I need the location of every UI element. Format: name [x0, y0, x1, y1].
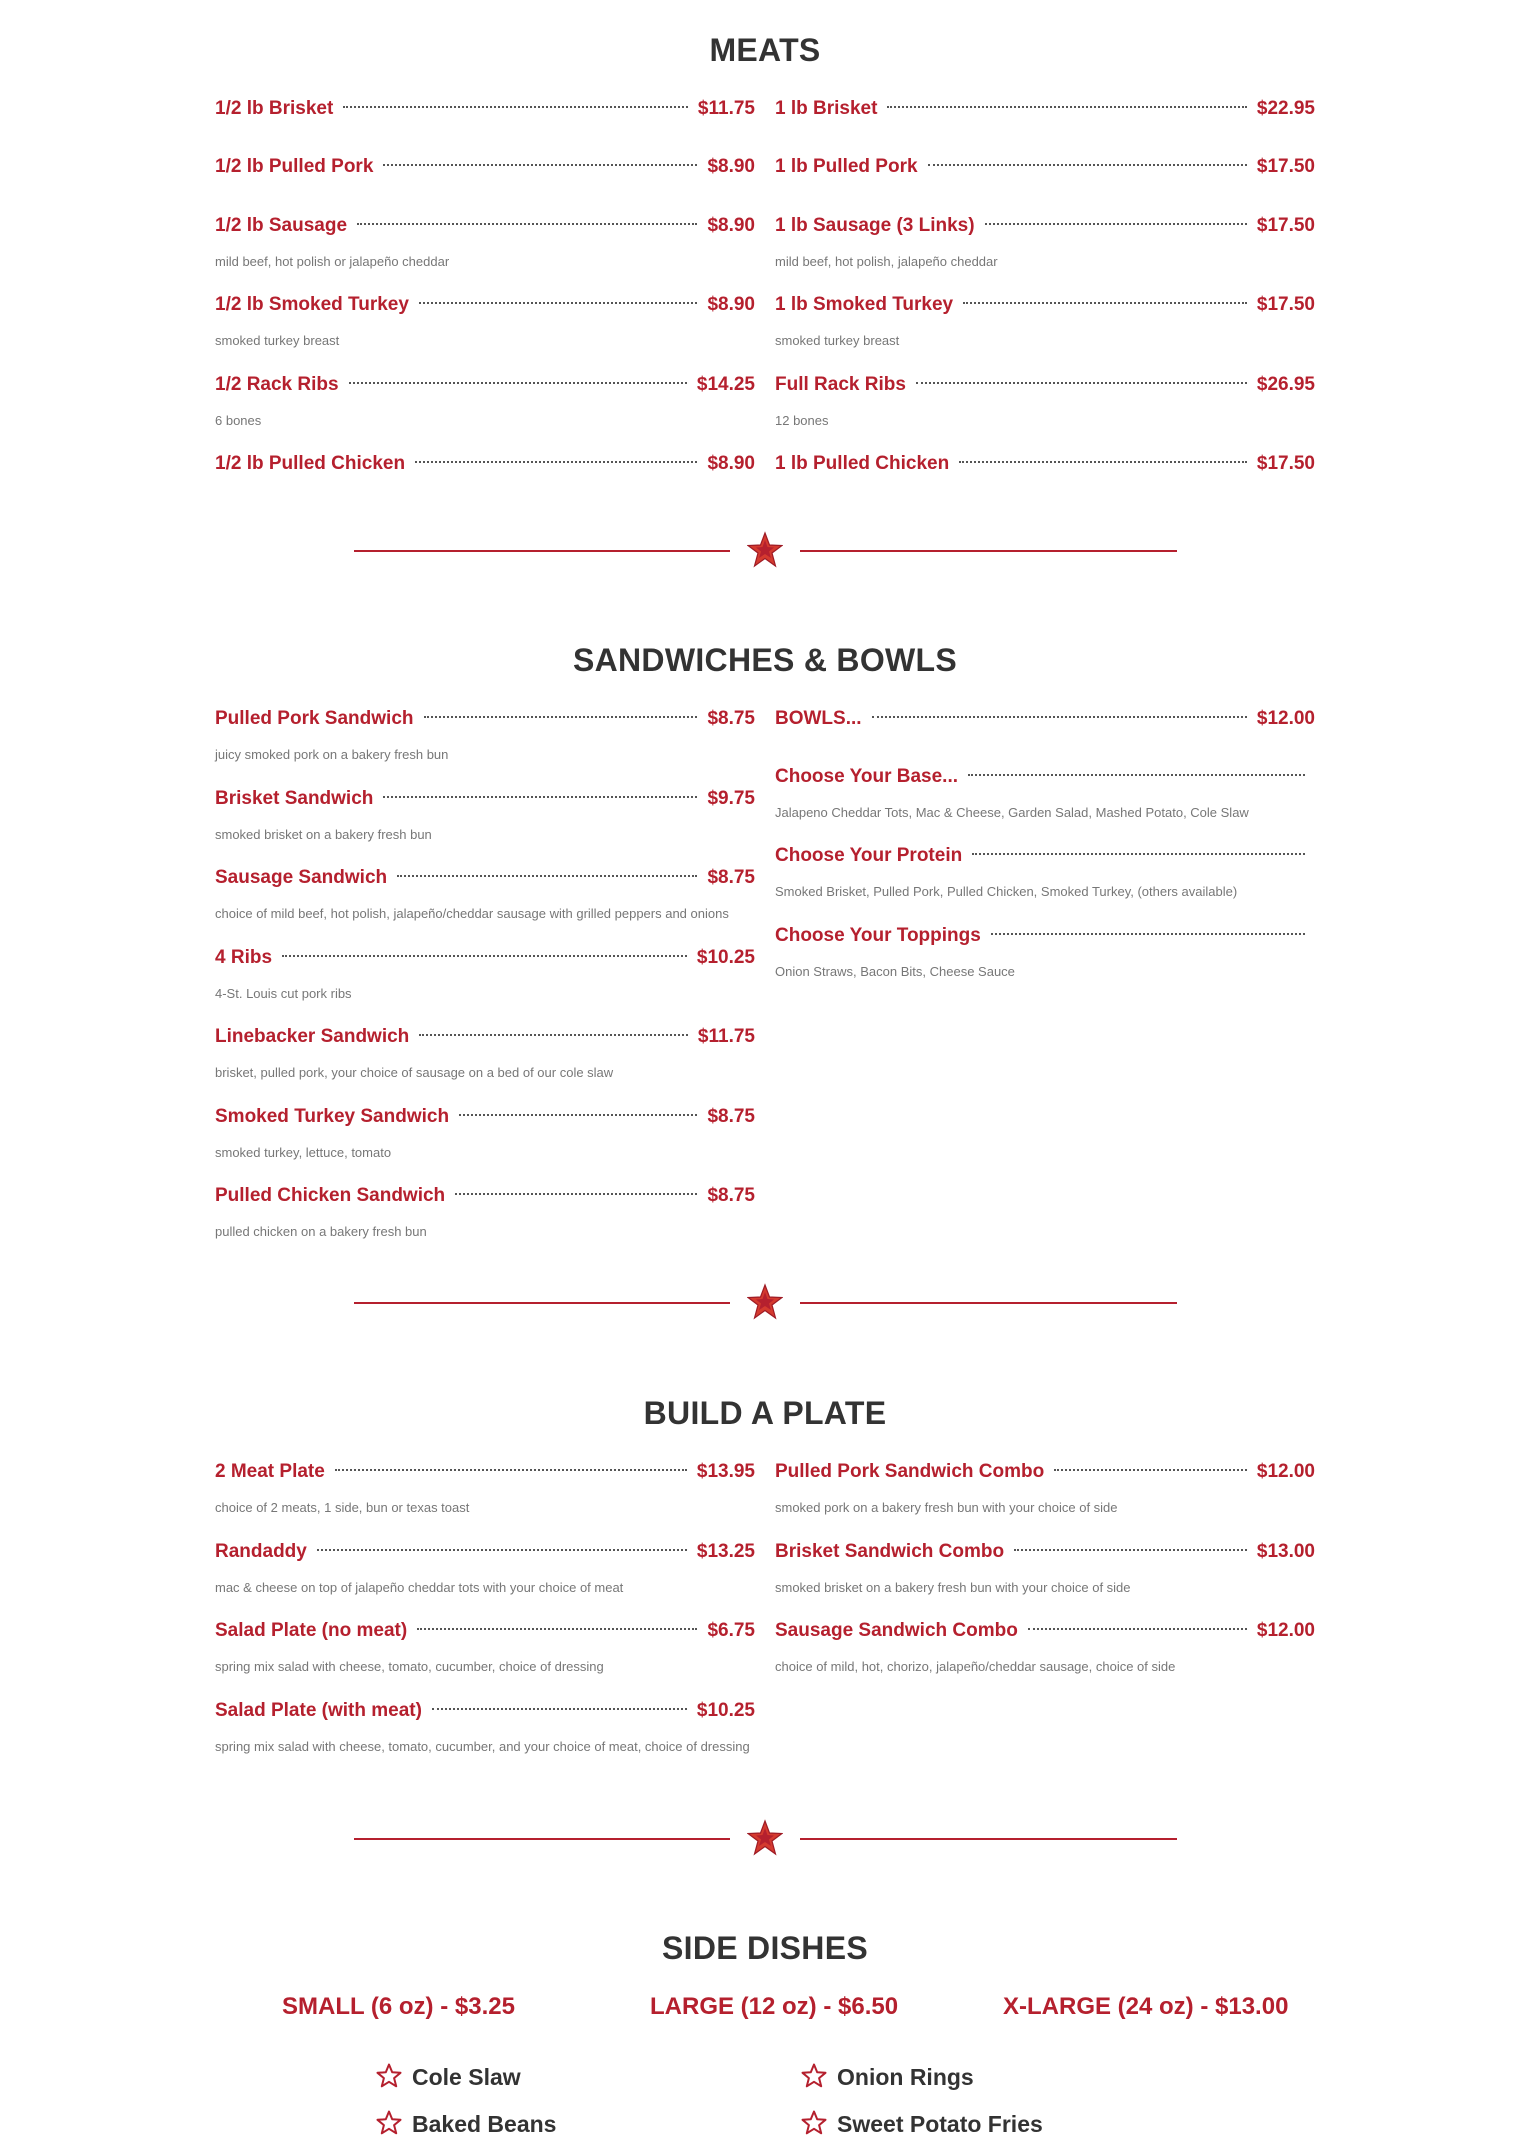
menu-item — [215, 374, 755, 431]
item-price: $8.75 — [707, 1185, 755, 1206]
item-description: smoked brisket on a bakery fresh bun — [215, 827, 432, 842]
dot-leader — [968, 774, 1305, 776]
item-price: $17.50 — [1256, 215, 1315, 236]
item-description: Onion Straws, Bacon Bits, Cheese Sauce — [775, 964, 1015, 979]
item-name: Brisket Sandwich Combo — [775, 1541, 1005, 1562]
star-outline-icon — [376, 2110, 402, 2136]
item-description: smoked turkey breast — [215, 333, 340, 348]
side-item-label: Baked Beans — [412, 2111, 557, 2137]
menu-item — [215, 453, 755, 481]
item-description: juicy smoked pork on a bakery fresh bun — [215, 747, 449, 762]
menu-item — [775, 708, 1315, 736]
item-price: $12.00 — [1256, 1620, 1315, 1641]
divider-line — [354, 1302, 730, 1304]
item-name: Randaddy — [215, 1541, 307, 1562]
size-small: SMALL (6 oz) - $3.25 — [282, 1993, 515, 2020]
dot-leader — [959, 461, 1247, 463]
item-name: 1 lb Pulled Pork — [775, 156, 918, 177]
star-outline-icon — [376, 2063, 402, 2089]
item-name: 1/2 lb Pulled Pork — [215, 156, 374, 177]
star-outline-icon — [801, 2110, 827, 2136]
item-price: $8.90 — [707, 156, 755, 177]
item-name: Salad Plate (with meat) — [215, 1700, 422, 1721]
side-item — [801, 2063, 974, 2091]
dot-leader — [1014, 1549, 1247, 1551]
menu-item — [775, 374, 1315, 431]
item-name: Choose Your Base... — [775, 766, 959, 787]
menu-item — [215, 294, 755, 351]
menu-item — [775, 98, 1315, 126]
size-xlarge: X-LARGE (24 oz) - $13.00 — [1003, 1993, 1289, 2020]
side-item-label: Cole Slaw — [412, 2064, 521, 2090]
item-price: $9.75 — [707, 788, 755, 809]
dot-leader — [985, 223, 1247, 225]
menu-item — [215, 1026, 755, 1083]
side-item-label: Onion Rings — [837, 2064, 974, 2090]
item-price: $12.00 — [1256, 708, 1315, 729]
dot-leader — [349, 382, 687, 384]
item-price: $10.25 — [696, 947, 755, 968]
dot-leader — [887, 106, 1246, 108]
item-price: $11.75 — [697, 1026, 755, 1047]
menu-item — [775, 215, 1315, 272]
item-description: mac & cheese on top of jalapeño cheddar tots with your choice of meat — [215, 1580, 624, 1595]
item-description: spring mix salad with cheese, tomato, cucumber, and your choice of meat, choice of dressing — [215, 1739, 750, 1754]
item-description: 12 bones — [775, 413, 829, 428]
item-price: $22.95 — [1256, 98, 1315, 119]
menu-item — [775, 294, 1315, 351]
dot-leader — [872, 716, 1247, 718]
menu-item — [215, 1541, 755, 1598]
dot-leader — [415, 461, 697, 463]
item-name: Choose Your Toppings — [775, 925, 981, 946]
item-description: smoked brisket on a bakery fresh bun with your choice of side — [775, 1580, 1131, 1595]
menu-item — [215, 215, 755, 272]
menu-item — [215, 708, 755, 765]
item-description: choice of mild, hot, chorizo, jalapeño/cheddar sausage, choice of side — [775, 1659, 1176, 1674]
star-icon — [747, 1282, 783, 1322]
item-name: 2 Meat Plate — [215, 1461, 325, 1482]
section-divider — [0, 530, 1530, 570]
menu-item — [775, 1620, 1315, 1677]
dot-leader — [928, 164, 1247, 166]
plates-title: BUILD A PLATE — [643, 1395, 887, 1431]
dot-leader — [432, 1708, 687, 1710]
item-name: 1 lb Smoked Turkey — [775, 294, 954, 315]
star-outline-icon — [801, 2063, 827, 2089]
dot-leader — [397, 875, 697, 877]
menu-item — [215, 156, 755, 184]
dot-leader — [991, 933, 1305, 935]
item-name: BOWLS... — [775, 708, 862, 729]
dot-leader — [357, 223, 697, 225]
item-name: 1 lb Pulled Chicken — [775, 453, 950, 474]
star-icon — [747, 1818, 783, 1858]
section-divider — [0, 1818, 1530, 1858]
item-price: $17.50 — [1256, 453, 1315, 474]
side-item — [801, 2110, 1043, 2138]
item-description: 4-St. Louis cut pork ribs — [215, 986, 352, 1001]
divider-line — [354, 550, 730, 552]
dot-leader — [317, 1549, 687, 1551]
dot-leader — [916, 382, 1247, 384]
item-name: 1/2 lb Sausage — [215, 215, 348, 236]
item-description: spring mix salad with cheese, tomato, cucumber, choice of dressing — [215, 1659, 604, 1674]
item-description: pulled chicken on a bakery fresh bun — [215, 1224, 427, 1239]
menu-item — [215, 867, 755, 924]
dot-leader — [459, 1114, 697, 1116]
item-description: Jalapeno Cheddar Tots, Mac & Cheese, Garden Salad, Mashed Potato, Cole Slaw — [775, 805, 1249, 820]
item-price: $6.75 — [707, 1620, 755, 1641]
dot-leader — [419, 1034, 688, 1036]
item-name: Linebacker Sandwich — [215, 1026, 410, 1047]
item-description: mild beef, hot polish or jalapeño cheddar — [215, 254, 450, 269]
menu-item — [775, 845, 1305, 902]
sandwiches-title: SANDWICHES & BOWLS — [572, 642, 958, 678]
item-name: 1 lb Brisket — [775, 98, 878, 119]
item-description: choice of 2 meats, 1 side, bun or texas toast — [215, 1500, 470, 1515]
size-large: LARGE (12 oz) - $6.50 — [650, 1993, 899, 2020]
item-name: Pulled Pork Sandwich — [215, 708, 414, 729]
menu-item — [775, 1461, 1315, 1518]
dot-leader — [383, 164, 697, 166]
meats-title: MEATS — [709, 32, 821, 68]
menu-item — [775, 766, 1305, 823]
dot-leader — [424, 716, 698, 718]
item-price: $13.25 — [696, 1541, 755, 1562]
item-name: Full Rack Ribs — [775, 374, 906, 395]
item-description: mild beef, hot polish, jalapeño cheddar — [775, 254, 998, 269]
item-description: choice of mild beef, hot polish, jalapeño/cheddar sausage with grilled peppers and onions — [215, 906, 729, 921]
item-name: 1/2 Rack Ribs — [215, 374, 339, 395]
dot-leader — [963, 302, 1247, 304]
menu-item — [775, 156, 1315, 184]
side-item — [376, 2063, 521, 2091]
menu-item — [215, 1106, 755, 1163]
item-price: $8.90 — [707, 294, 755, 315]
item-name: Pulled Chicken Sandwich — [215, 1185, 446, 1206]
menu-item — [215, 788, 755, 845]
divider-line — [800, 1302, 1177, 1304]
item-name: 1/2 lb Brisket — [215, 98, 334, 119]
dot-leader — [455, 1193, 697, 1195]
divider-line — [354, 1838, 730, 1840]
menu-item — [775, 453, 1315, 481]
item-price: $8.75 — [707, 867, 755, 888]
item-name: 1/2 lb Smoked Turkey — [215, 294, 409, 315]
item-name: Choose Your Protein — [775, 845, 963, 866]
item-description: Smoked Brisket, Pulled Pork, Pulled Chicken, Smoked Turkey, (others available) — [775, 884, 1238, 899]
item-price: $13.95 — [696, 1461, 755, 1482]
item-name: 1/2 lb Pulled Chicken — [215, 453, 406, 474]
dot-leader — [335, 1469, 687, 1471]
dot-leader — [1054, 1469, 1247, 1471]
dot-leader — [417, 1628, 697, 1630]
item-name: Pulled Pork Sandwich Combo — [775, 1461, 1045, 1482]
item-description: smoked pork on a bakery fresh bun with your choice of side — [775, 1500, 1118, 1515]
item-price: $8.90 — [707, 453, 755, 474]
item-price: $13.00 — [1256, 1541, 1315, 1562]
side-item — [376, 2110, 556, 2138]
item-name: 1 lb Sausage (3 Links) — [775, 215, 975, 236]
item-description: smoked turkey breast — [775, 333, 900, 348]
item-price: $17.50 — [1256, 156, 1315, 177]
dot-leader — [1028, 1628, 1247, 1630]
side-item-label: Sweet Potato Fries — [837, 2111, 1043, 2137]
dot-leader — [383, 796, 697, 798]
menu-item — [215, 1185, 755, 1242]
menu-item — [215, 98, 755, 126]
item-name: 4 Ribs — [215, 947, 273, 968]
item-price: $17.50 — [1256, 294, 1315, 315]
menu-item — [215, 1620, 755, 1677]
item-description: 6 bones — [215, 413, 262, 428]
dot-leader — [343, 106, 688, 108]
menu-item — [215, 947, 755, 1004]
divider-line — [800, 550, 1177, 552]
menu-item — [775, 925, 1305, 982]
side-sizes — [0, 1993, 1530, 2033]
sides-title: SIDE DISHES — [661, 1930, 869, 1966]
item-price: $8.75 — [707, 708, 755, 729]
section-divider — [0, 1282, 1530, 1322]
dot-leader — [282, 955, 687, 957]
divider-line — [800, 1838, 1177, 1840]
menu-item — [215, 1700, 755, 1757]
item-name: Brisket Sandwich — [215, 788, 374, 809]
item-name: Smoked Turkey Sandwich — [215, 1106, 450, 1127]
item-price: $26.95 — [1256, 374, 1315, 395]
dot-leader — [419, 302, 698, 304]
menu-item — [215, 1461, 755, 1518]
item-price: $8.90 — [707, 215, 755, 236]
menu-item — [775, 1541, 1315, 1598]
dot-leader — [972, 853, 1305, 855]
item-price: $11.75 — [697, 98, 755, 119]
item-price: $14.25 — [696, 374, 755, 395]
item-name: Salad Plate (no meat) — [215, 1620, 408, 1641]
item-description: brisket, pulled pork, your choice of sausage on a bed of our cole slaw — [215, 1065, 614, 1080]
item-price: $12.00 — [1256, 1461, 1315, 1482]
item-price: $10.25 — [696, 1700, 755, 1721]
item-name: Sausage Sandwich Combo — [775, 1620, 1018, 1641]
item-price: $8.75 — [707, 1106, 755, 1127]
item-description: smoked turkey, lettuce, tomato — [215, 1145, 392, 1160]
star-icon — [747, 530, 783, 570]
item-name: Sausage Sandwich — [215, 867, 388, 888]
